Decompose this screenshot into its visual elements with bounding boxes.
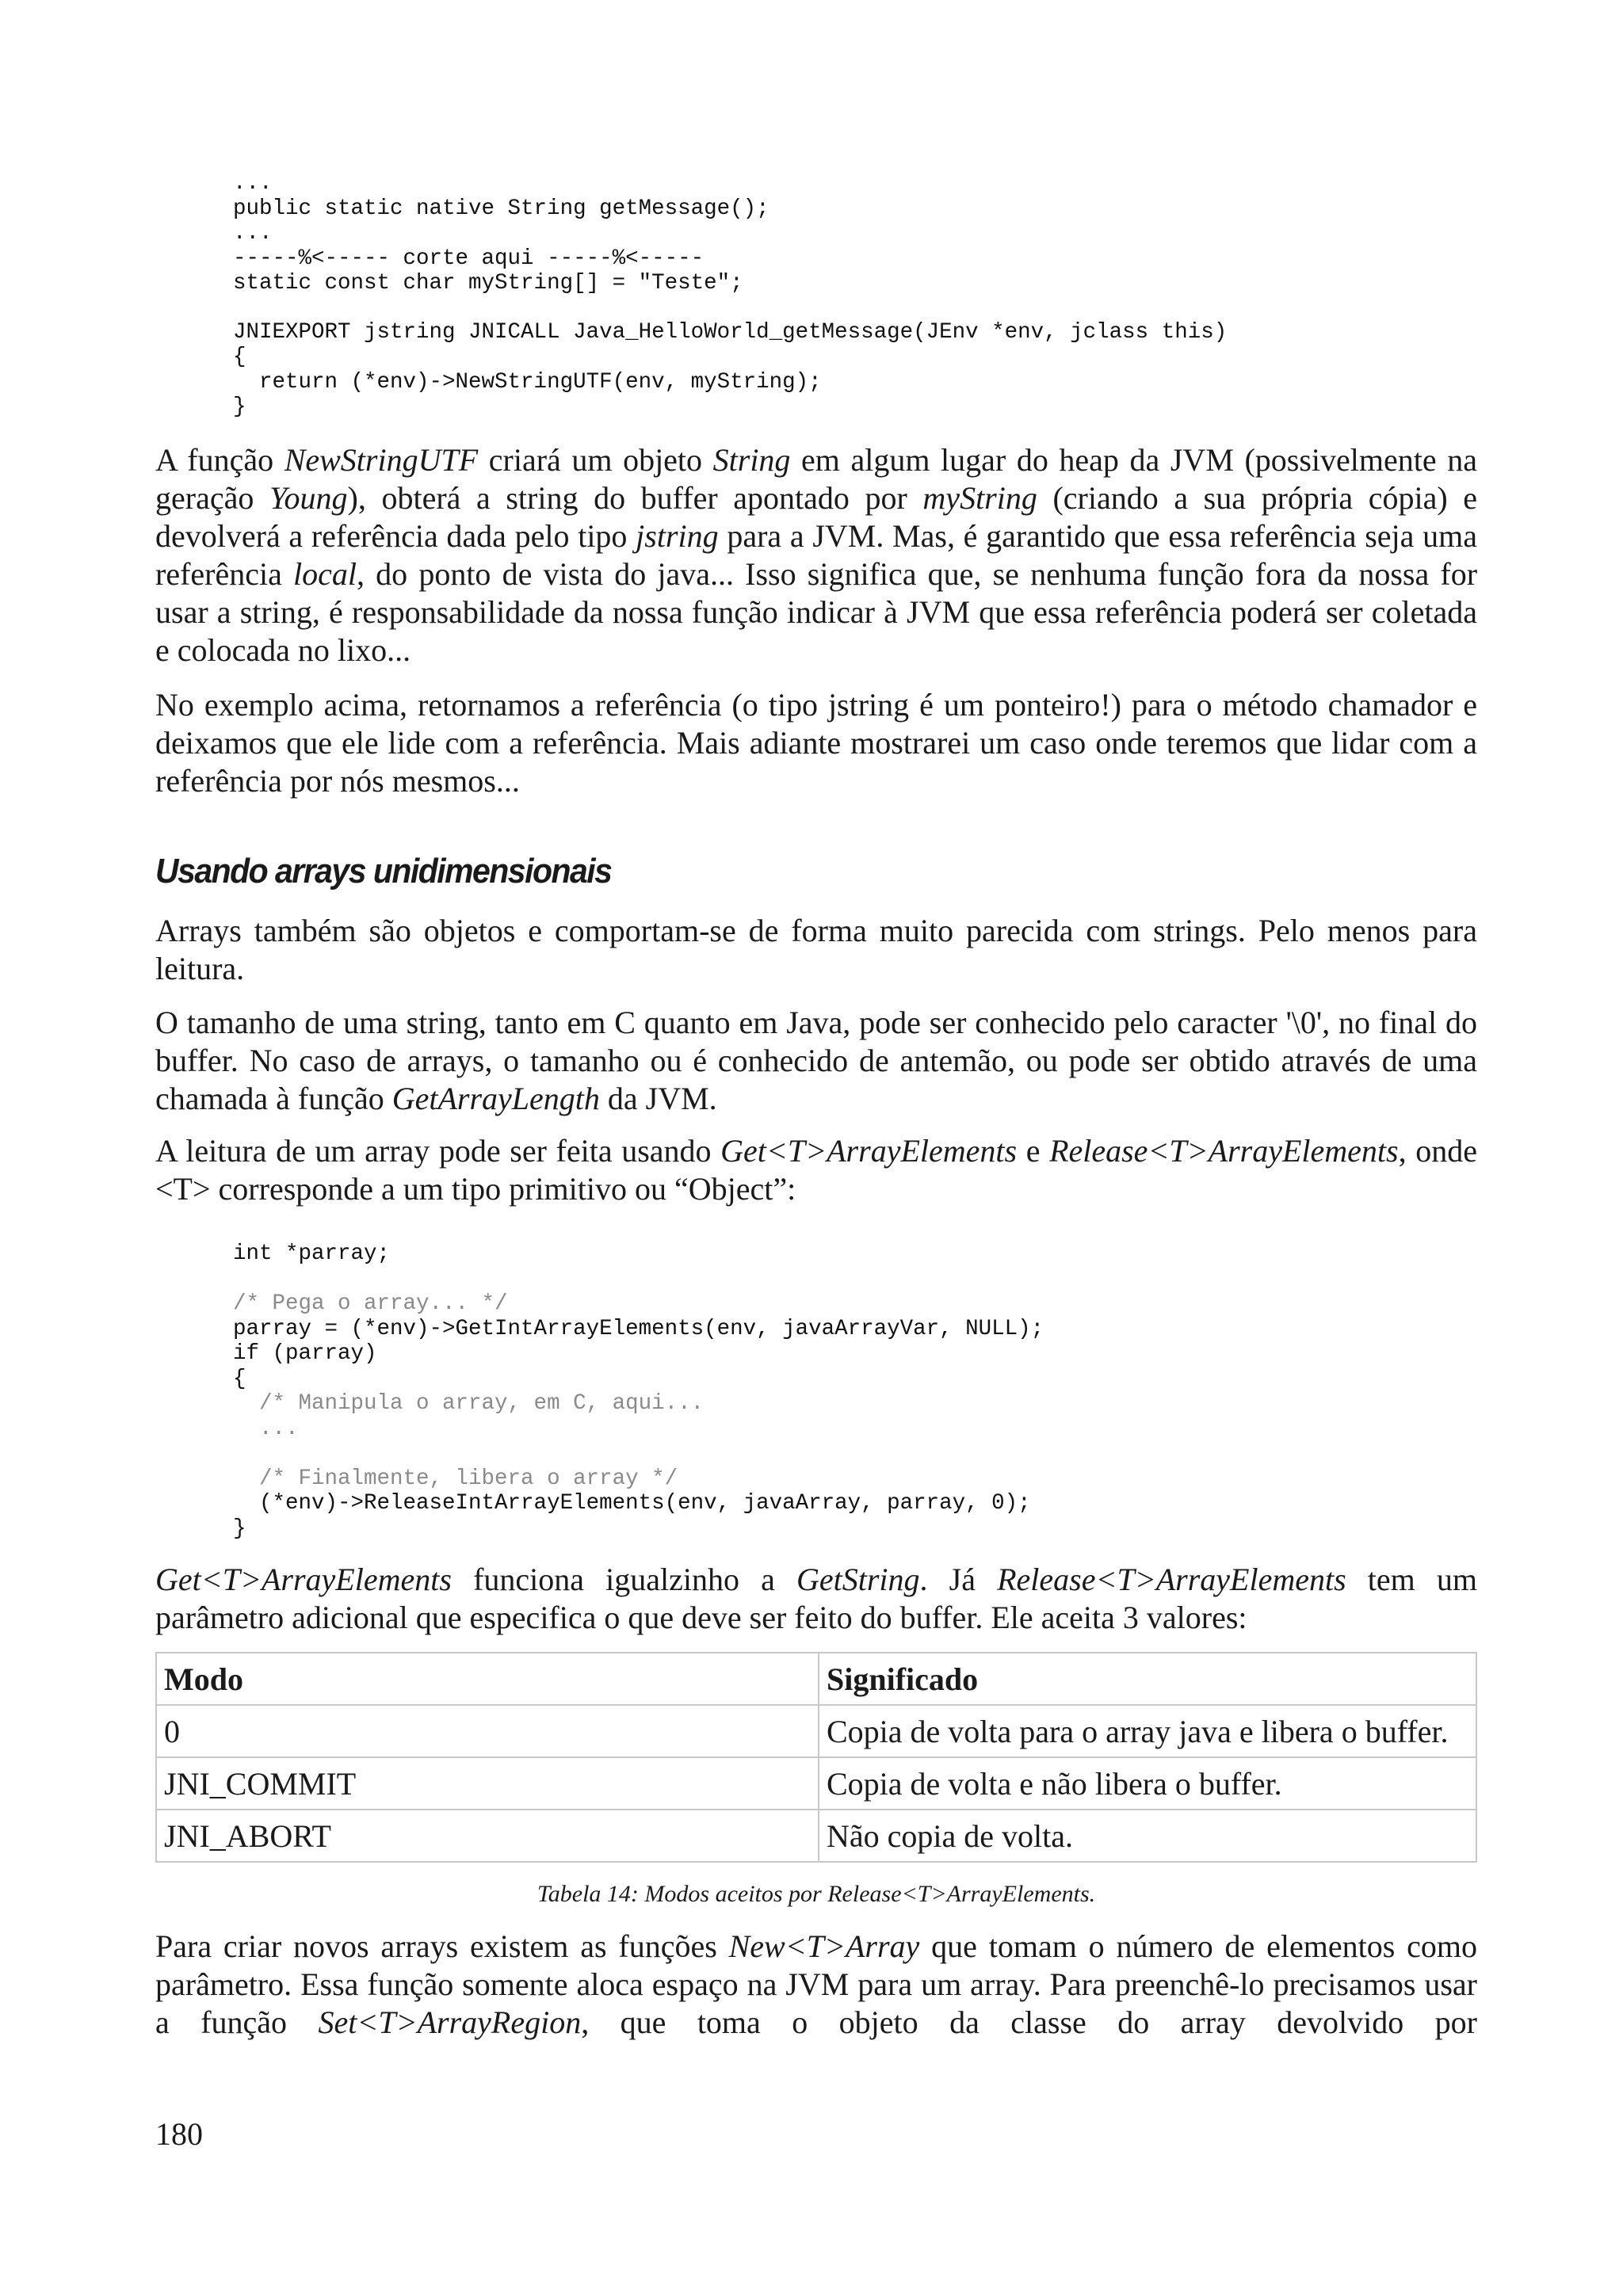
- section-heading: Usando arrays unidimensionais: [155, 852, 612, 891]
- table-caption: Tabela 14: Modos aceitos por Release<T>ArrayElements.: [537, 1881, 1096, 1907]
- document-page: [155, 0, 1477, 2296]
- release-modes-table: [155, 1652, 1477, 1863]
- code-line: }: [233, 1516, 246, 1541]
- table-header: Significado: [819, 1653, 1476, 1705]
- code-comment: /* Finalmente, libera o array */: [233, 1466, 678, 1491]
- code-line: {: [233, 1366, 246, 1391]
- table-header: Modo: [156, 1653, 819, 1705]
- paragraph-array-length: O tamanho de uma string, tanto em C quanto em Java, pode ser conhecido pelo caracter '\0', no final do buffer. No caso de arrays, o tamanho ou é conhecido de antemão, ou pode ser obtido através de uma chamada à função GetArrayLength da JVM.: [155, 1005, 1477, 1116]
- table-cell: 0: [156, 1705, 819, 1757]
- code-line: ...: [233, 171, 273, 196]
- code-line: }: [233, 395, 246, 419]
- table-row: [156, 1810, 1476, 1862]
- code-line: {: [233, 345, 246, 369]
- paragraph-array-reading: A leitura de um array pode ser feita usando Get<T>ArrayElements e Release<T>ArrayElements, onde <T> corresponde a um tipo primitivo ou “Object”:: [155, 1133, 1477, 1207]
- code-block-jni-getmessage: [155, 171, 1227, 420]
- page-number: 180: [155, 2116, 203, 2152]
- code-comment: /* Pega o array... */: [233, 1291, 508, 1316]
- table-cell: JNI_COMMIT: [156, 1757, 819, 1810]
- code-line: ...: [233, 1416, 299, 1441]
- paragraph-example-return: No exemplo acima, retornamos a referência (o tipo jstring é um ponteiro!) para o método chamador e deixamos que ele lide com a referência. Mais adiante mostrarei um caso onde teremos que lidar com a referência por nós mesmos...: [155, 687, 1477, 799]
- table-cell: Não copia de volta.: [819, 1810, 1476, 1862]
- table-row: [156, 1757, 1476, 1810]
- code-line: return (*env)->NewStringUTF(env, myString);: [233, 369, 822, 395]
- code-line: JNIEXPORT jstring JNICALL Java_HelloWorld_getMessage(JEnv *env, jclass this): [233, 319, 1228, 345]
- code-line: ...: [233, 221, 273, 246]
- paragraph-newstringutf: A função NewStringUTF criará um objeto String em algum lugar do heap da JVM (possivelmente na geração Young), obterá a string do buffer apontado por myString (criando a sua própria cópia) e devolverá a referência dada pelo tipo jstring para a JVM. Mas, é garantido que essa referência seja uma referência local, do ponto de vista do java... Isso significa que, se nenhuma função fora da nossa for usar a string, é responsabilidade da nossa função indicar à JVM que essa referência poderá ser coletada e colocada no lixo...: [155, 442, 1478, 668]
- table-cell: JNI_ABORT: [156, 1810, 819, 1862]
- code-line: int *parray;: [233, 1241, 391, 1266]
- paragraph-arrays-intro: Arrays também são objetos e comportam-se de forma muito parecida com strings. Pelo menos para leitura.: [155, 913, 1477, 986]
- table-header-row: [156, 1653, 1476, 1705]
- code-line: if (parray): [233, 1341, 377, 1366]
- code-line: static const char myString[] = "Teste";: [233, 271, 743, 296]
- paragraph-new-arrays: Para criar novos arrays existem as funções New<T>Array que tomam o número de elementos como parâmetro. Essa função somente aloca espaço na JVM para um array. Para preenchê-lo precisamos usar a função Set<T>ArrayRegion, que toma o objeto da classe do array devolvido por: [155, 1928, 1477, 2040]
- code-block-array-elements: [155, 1241, 1044, 1541]
- code-line: -----%<----- corte aqui -----%<-----: [233, 246, 705, 271]
- code-comment: /* Manipula o array, em C, aqui...: [233, 1391, 705, 1416]
- table-cell: Copia de volta para o array java e libera o buffer.: [819, 1705, 1476, 1757]
- code-line: parray = (*env)->GetIntArrayElements(env, javaArrayVar, NULL);: [233, 1316, 1044, 1341]
- paragraph-release-modes: Get<T>ArrayElements funciona igualzinho a GetString. Já Release<T>ArrayElements tem um parâmetro adicional que especifica o que deve ser feito do buffer. Ele aceita 3 valores:: [155, 1562, 1477, 1635]
- code-line: public static native String getMessage();: [233, 196, 769, 221]
- table-row: [156, 1705, 1476, 1757]
- table-cell: Copia de volta e não libera o buffer.: [819, 1757, 1476, 1810]
- code-line: (*env)->ReleaseIntArrayElements(env, javaArray, parray, 0);: [233, 1491, 1031, 1516]
